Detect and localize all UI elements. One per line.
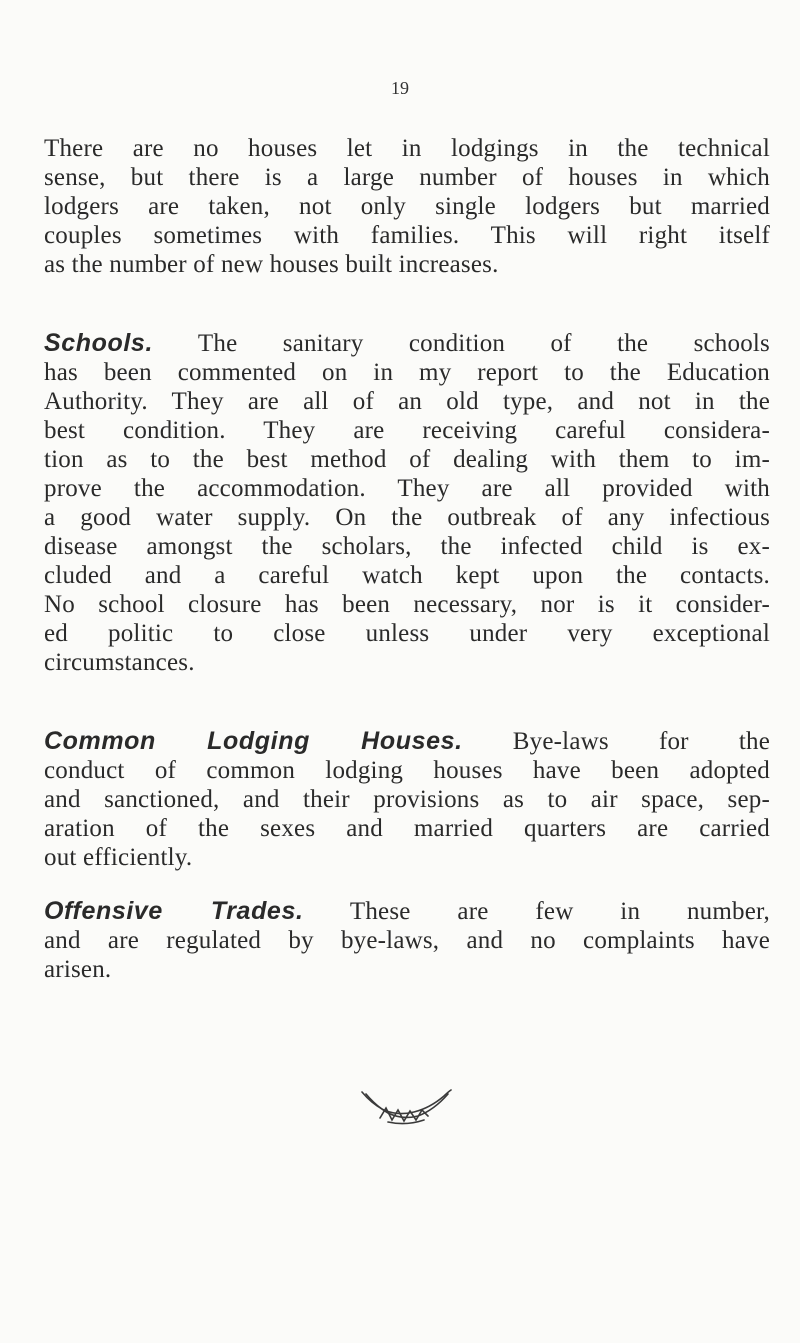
paragraph-first-line: [44, 727, 770, 756]
section-heading-offensive-trades: Offensive Trades.: [44, 897, 304, 925]
paragraph-line: disease amongst the scholars, the infected child is ex-: [44, 533, 770, 560]
paragraph-first-line: [44, 329, 770, 358]
paragraph-line: circumstances.: [44, 649, 195, 676]
paragraph-line: best condition. They are receiving careful considera-: [44, 417, 770, 444]
paragraph-line: ed politic to close unless under very exceptional: [44, 620, 770, 647]
paragraph-line: There are no houses let in lodgings in the technical: [44, 135, 770, 162]
paragraph-line: has been commented on in my report to the Education: [44, 359, 770, 386]
paragraph-line: aration of the sexes and married quarters are carried: [44, 815, 770, 842]
paragraph-line: Authority. They are all of an old type, and not in the: [44, 388, 770, 415]
paragraph-line: conduct of common lodging houses have been adopted: [44, 757, 770, 784]
paragraph-line: cluded and a careful watch kept upon the contacts.: [44, 562, 770, 589]
paragraph-offensive-trades: [44, 897, 770, 984]
paragraph-line: tion as to the best method of dealing with them to im-: [44, 446, 770, 473]
paragraph-line: arisen.: [44, 956, 112, 983]
paragraph-line: and are regulated by bye-laws, and no complaints have: [44, 927, 770, 954]
paragraph-line: No school closure has been necessary, nor is it consider-: [44, 591, 770, 618]
paragraph-first-line: [44, 897, 770, 926]
paragraph-schools: [44, 329, 770, 677]
section-heading-common-lodging-houses: Common Lodging Houses.: [44, 727, 463, 755]
paragraph-houses-let-in-lodgings: [44, 134, 770, 279]
paragraph-line: couples sometimes with families. This will right itself: [44, 222, 770, 249]
paragraph-line: a good water supply. On the outbreak of any infectious: [44, 504, 770, 531]
paragraph-line: out efficiently.: [44, 844, 193, 871]
paragraph-line: prove the accommodation. They are all provided with: [44, 475, 770, 502]
paragraph-line: and sanctioned, and their provisions as to air space, sep-: [44, 786, 770, 813]
paragraph-line: as the number of new houses built increases.: [44, 251, 499, 278]
section-heading-schools: Schools.: [44, 329, 153, 357]
heading-line-rest: The sanitary condition of the schools: [153, 330, 770, 357]
paragraph-line: sense, but there is a large number of houses in which: [44, 164, 770, 191]
paragraph-common-lodging-houses: [44, 727, 770, 872]
heading-line-rest: These are few in number,: [303, 898, 770, 925]
paragraph-line: lodgers are taken, not only single lodgers but married: [44, 193, 770, 220]
page-number: 19: [391, 78, 409, 98]
end-ornament-icon: [358, 1088, 454, 1126]
heading-line-rest: Bye-laws for the: [462, 728, 770, 755]
